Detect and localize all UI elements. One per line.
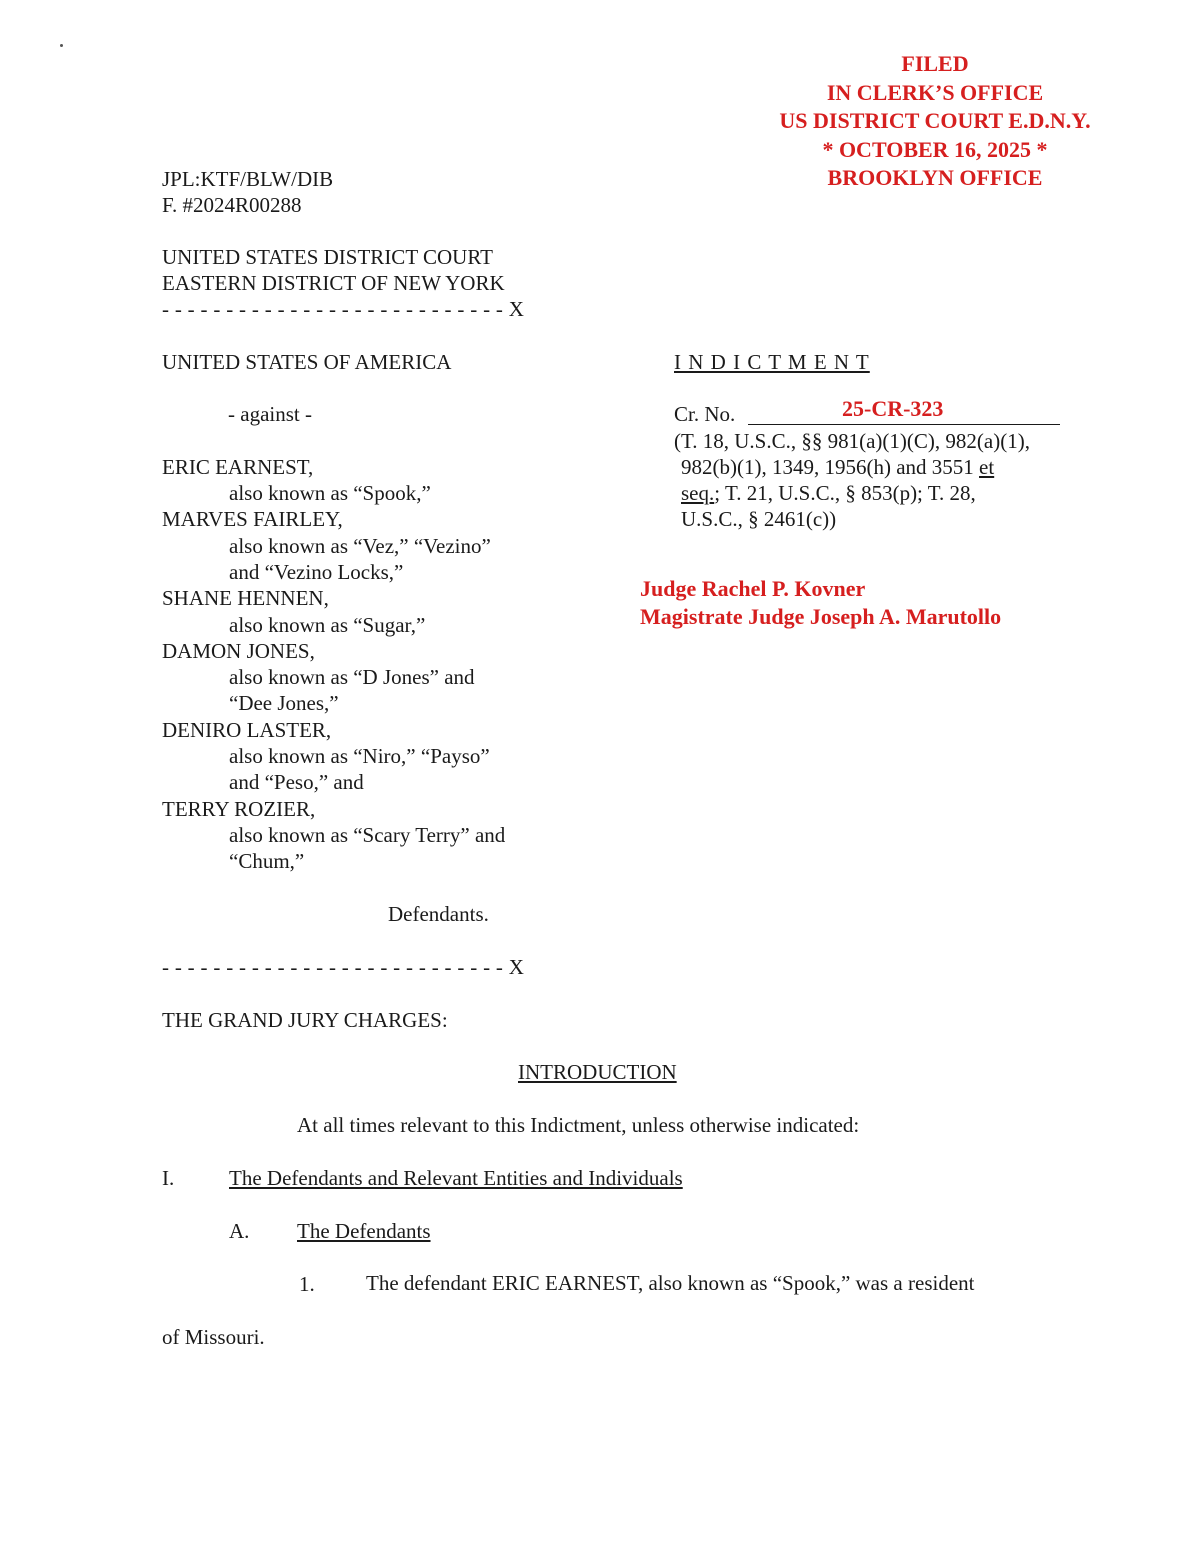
paragraph-continuation: of Missouri. (162, 1325, 265, 1349)
defendant-name: TERRY ROZIER, (162, 797, 316, 821)
against: - against - (228, 402, 312, 426)
statutes-line3 (681, 480, 976, 506)
defendant-aka: also known as “Spook,” (229, 481, 431, 505)
defendant-aka: also known as “Sugar,” (229, 613, 426, 637)
plaintiff: UNITED STATES OF AMERICA (162, 350, 452, 374)
statutes-line3-text: ; T. 21, U.S.C., § 853(p); T. 28, (714, 481, 976, 505)
section-title: The Defendants and Relevant Entities and Individuals (229, 1166, 683, 1190)
grand-jury-charges: THE GRAND JURY CHARGES: (162, 1008, 448, 1032)
defendant-aka: also known as “Niro,” “Payso” (229, 744, 490, 768)
defendant-name: ERIC EARNEST, (162, 455, 314, 479)
statutes-line2-text: 982(b)(1), 1349, 1956(h) and 3551 (681, 455, 980, 479)
scan-speck (60, 44, 63, 47)
defendant-name: DAMON JONES, (162, 639, 315, 663)
defendant-aka: also known as “D Jones” and (229, 665, 475, 689)
stamp-date: * OCTOBER 16, 2025 * (822, 136, 1048, 162)
caption-divider-bottom: - - - - - - - - - - - - - - - - - - - - - - - - - - - X (162, 955, 525, 979)
introduction-heading: INTRODUCTION (518, 1060, 677, 1084)
defendant-name: DENIRO LASTER, (162, 718, 332, 742)
assigned-judge: Judge Rachel P. Kovner (640, 576, 866, 601)
defendant-aka: “Dee Jones,” (229, 691, 339, 715)
defendant-aka: and “Vezino Locks,” (229, 560, 404, 584)
intro-text: At all times relevant to this Indictment, unless otherwise indicated: (297, 1113, 860, 1137)
stamp-clerks-office: IN CLERK’S OFFICE (826, 79, 1044, 105)
defendant-aka: “Chum,” (229, 849, 305, 873)
cr-label: Cr. No. (674, 402, 736, 426)
defendant-name: MARVES FAIRLEY, (162, 507, 343, 531)
paragraph-text: The defendant ERIC EARNEST, also known as “Spook,” was a resident (366, 1271, 975, 1295)
defendants-label: Defendants. (388, 902, 489, 926)
stamp-filed: FILED (901, 51, 969, 76)
section-number: I. (162, 1166, 175, 1190)
filing-stamp (760, 50, 1110, 193)
court-name-line1: UNITED STATES DISTRICT COURT (162, 245, 493, 269)
statutes-seq: seq. (681, 481, 715, 505)
stamp-office: BROOKLYN OFFICE (827, 165, 1043, 190)
paragraph-number: 1. (299, 1272, 315, 1296)
statutes-line4: U.S.C., § 2461(c)) (681, 507, 837, 531)
defendant-aka: also known as “Scary Terry” and (229, 823, 506, 847)
indictment-title: I N D I C T M E N T (674, 350, 870, 374)
caption-divider-top: - - - - - - - - - - - - - - - - - - - - - - - - - - - X (162, 297, 525, 321)
statutes-line2 (681, 454, 994, 480)
statutes-et: et (979, 455, 995, 479)
case-number: 25-CR-323 (842, 396, 944, 421)
file-number: F. #2024R00288 (162, 193, 302, 217)
stamp-court: US DISTRICT COURT E.D.N.Y. (779, 108, 1091, 133)
statutes-line1: (T. 18, U.S.C., §§ 981(a)(1)(C), 982(a)(1), (674, 429, 1030, 453)
defendant-name: SHANE HENNEN, (162, 586, 329, 610)
defendant-aka: and “Peso,” and (229, 770, 364, 794)
subsection-title: The Defendants (297, 1219, 431, 1243)
attorney-initials: JPL:KTF/BLW/DIB (162, 167, 334, 191)
defendant-aka: also known as “Vez,” “Vezino” (229, 534, 491, 558)
court-name-line2: EASTERN DISTRICT OF NEW YORK (162, 271, 505, 295)
magistrate-judge: Magistrate Judge Joseph A. Marutollo (640, 604, 1002, 629)
subsection-letter: A. (229, 1219, 250, 1243)
